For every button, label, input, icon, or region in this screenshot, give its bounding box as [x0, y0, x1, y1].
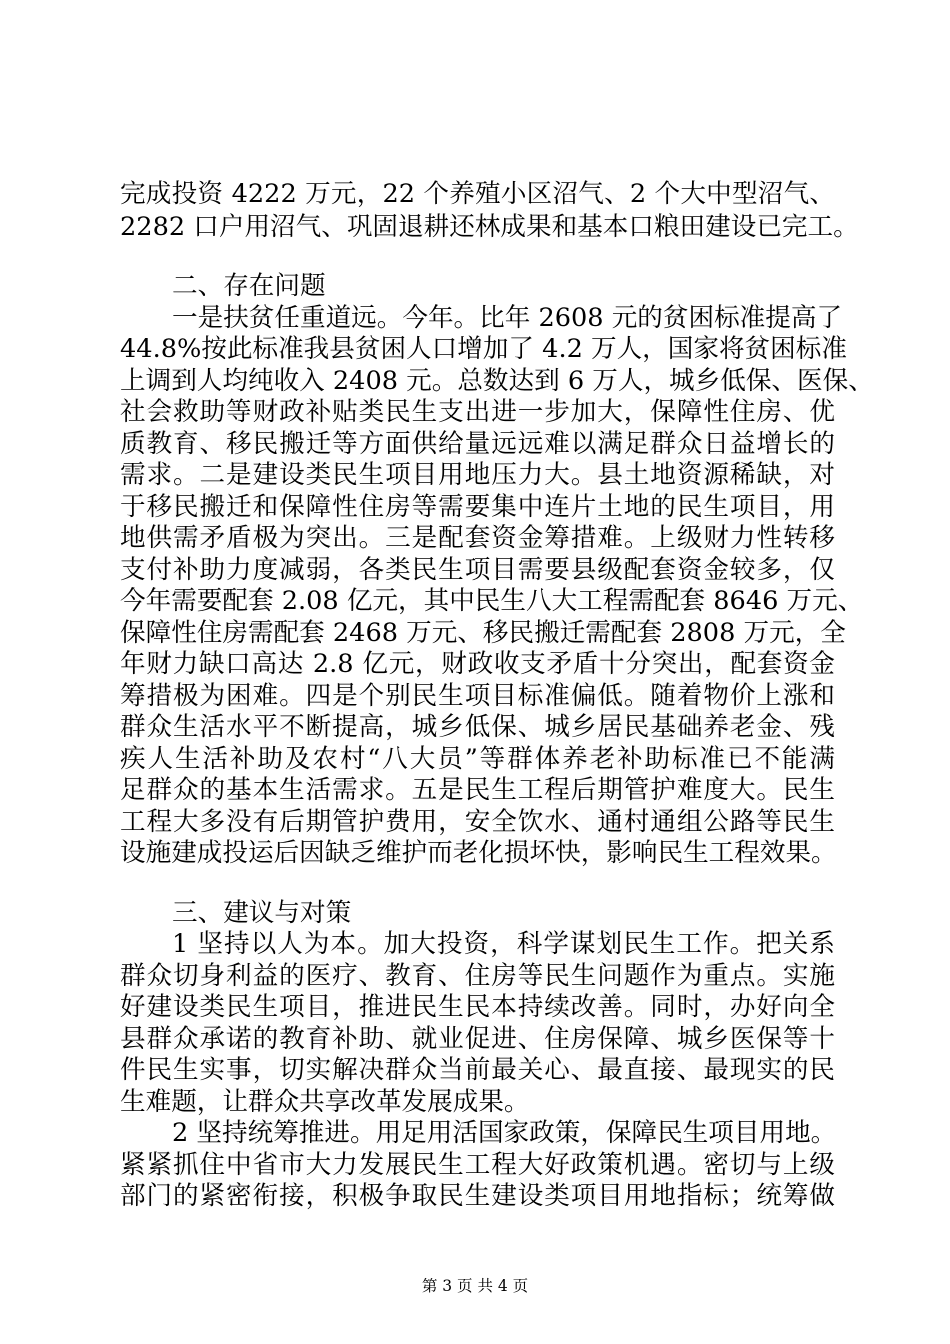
text-line: 2282 口户用沼气、巩固退耕还林成果和基本口粮田建设已完工。 — [120, 212, 859, 242]
text-line: 群众切身利益的医疗、教育、住房等民生问题作为重点。实施 — [120, 961, 835, 991]
text-line: 足群众的基本生活需求。五是民生工程后期管护难度大。民生 — [120, 775, 835, 805]
text-line: 今年需要配套 2.08 亿元，其中民生八大工程需配套 8646 万元、 — [120, 586, 864, 616]
text-line: 2 坚持统筹推进。用足用活国家政策，保障民生项目用地。 — [172, 1118, 837, 1148]
section-heading-problems: 二、存在问题 — [172, 271, 326, 301]
text-line: 年财力缺口高达 2.8 亿元，财政收支矛盾十分突出，配套资金 — [120, 649, 835, 679]
text-line: 筹措极为困难。四是个别民生项目标准偏低。随着物价上涨和 — [120, 681, 835, 711]
text-line: 工程大多没有后期管护费用，安全饮水、通村通组公路等民生 — [120, 807, 835, 837]
text-line: 需求。二是建设类民生项目用地压力大。县土地资源稀缺，对 — [120, 460, 835, 490]
page-number-footer: 第 3 页 共 4 页 — [421, 1277, 529, 1295]
text-line: 质教育、移民搬迁等方面供给量远远难以满足群众日益增长的 — [120, 429, 835, 459]
text-line: 一是扶贫任重道远。今年。比年 2608 元的贫困标准提高了 — [172, 303, 843, 333]
text-line: 设施建成投运后因缺乏维护而老化损坏快，影响民生工程效果。 — [120, 838, 837, 868]
text-line: 件民生实事，切实解决群众当前最关心、最直接、最现实的民 — [120, 1055, 835, 1085]
text-line: 好建设类民生项目，推进民生民本持续改善。同时，办好向全 — [120, 992, 835, 1022]
text-line: 生难题，让群众共享改革发展成果。 — [120, 1087, 530, 1117]
text-line: 44.8%按此标准我县贫困人口增加了 4.2 万人，国家将贫困标准 — [120, 334, 847, 364]
text-line: 于移民搬迁和保障性住房等需要集中连片土地的民生项目，用 — [120, 492, 835, 522]
text-line: 完成投资 4222 万元，22 个养殖小区沼气、2 个大中型沼气、 — [120, 179, 835, 209]
section-heading-suggestions: 三、建议与对策 — [172, 898, 352, 928]
text-line: 群众生活水平不断提高，城乡低保、城乡居民基础养老金、残 — [120, 712, 835, 742]
text-line: 县群众承诺的教育补助、就业促进、住房保障、城乡医保等十 — [120, 1024, 835, 1054]
text-line: 地供需矛盾极为突出。三是配套资金筹措难。上级财力性转移 — [120, 523, 835, 553]
text-line: 1 坚持以人为本。加大投资，科学谋划民生工作。把关系 — [172, 929, 835, 959]
text-line: 保障性住房需配套 2468 万元、移民搬迁需配套 2808 万元，全 — [120, 618, 846, 648]
text-line: 紧紧抓住中省市大力发展民生工程大好政策机遇。密切与上级 — [120, 1150, 835, 1180]
text-line: 社会救助等财政补贴类民生支出进一步加大，保障性住房、优 — [120, 397, 835, 427]
text-line: 部门的紧密衔接，积极争取民生建设类项目用地指标；统筹做 — [120, 1181, 835, 1211]
text-line: 支付补助力度减弱，各类民生项目需要县级配套资金较多，仅 — [120, 555, 835, 585]
text-line: 疾人生活补助及农村“八大员”等群体养老补助标准已不能满 — [120, 744, 835, 774]
text-line: 上调到人均纯收入 2408 元。总数达到 6 万人，城乡低保、医保、 — [120, 366, 874, 396]
